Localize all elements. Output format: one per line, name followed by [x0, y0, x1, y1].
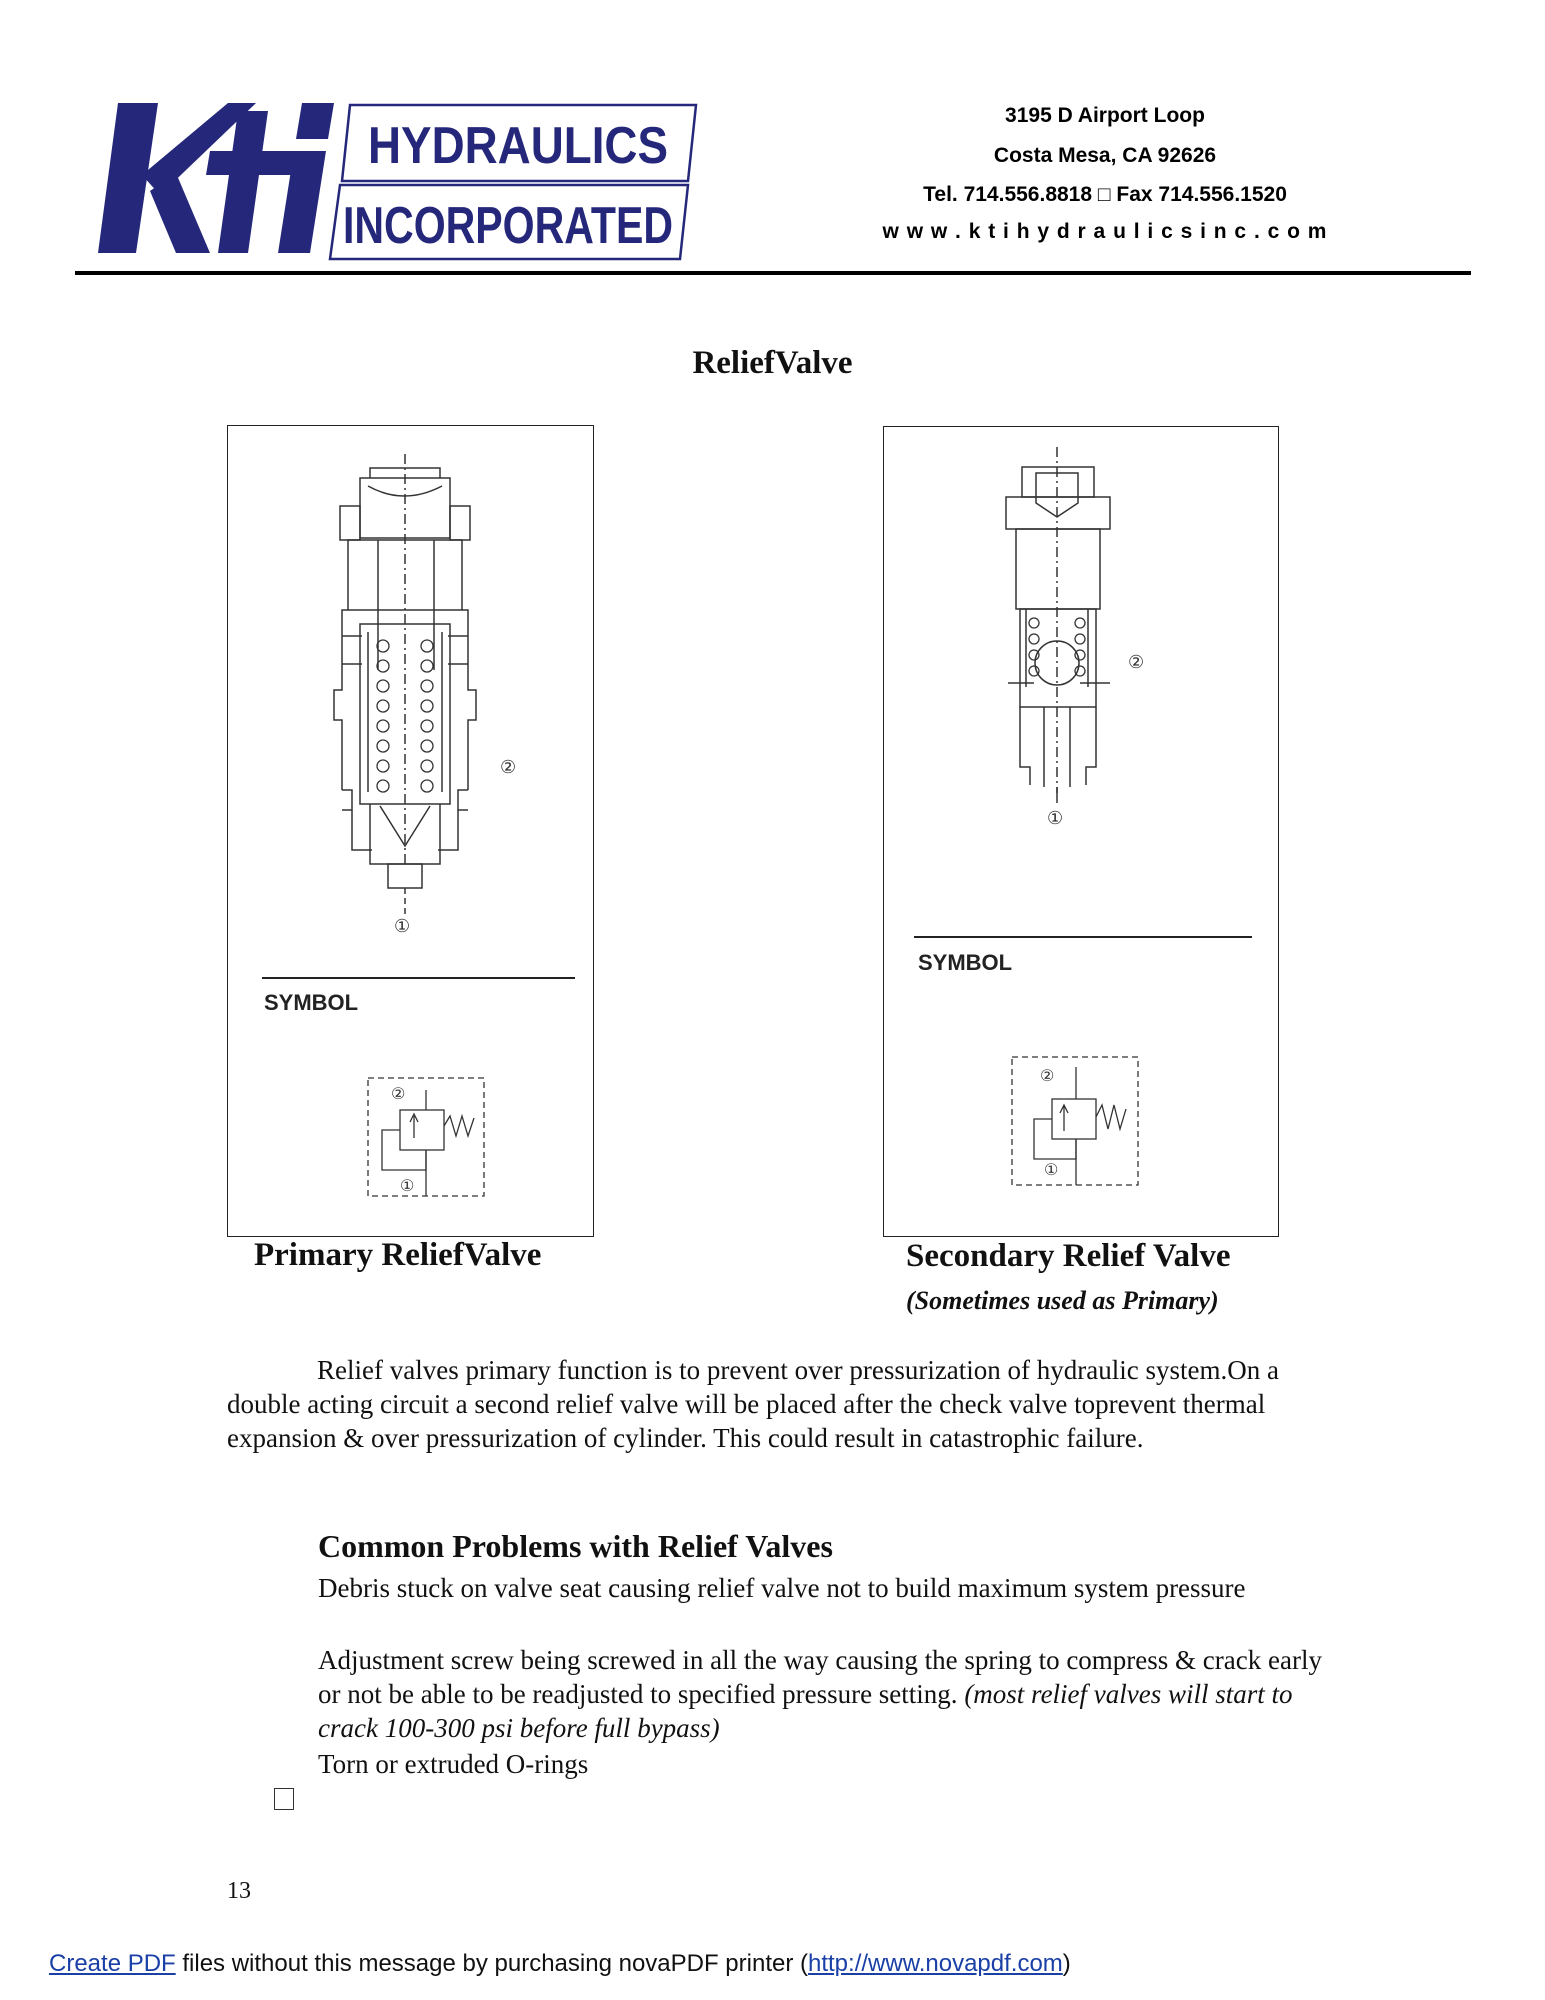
- problem-item-note: (most relief valves will start to crack 100-300 psi before full bypass): [318, 1679, 1293, 1743]
- footer-note: [49, 1950, 1071, 1978]
- header-rule: [75, 271, 1471, 275]
- address-city: Costa Mesa, CA 92626: [993, 144, 1217, 167]
- secondary-valve-drawing: [884, 427, 1278, 1236]
- logo-line2: INCORPORATED: [343, 197, 673, 255]
- primary-symbol-label: SYMBOL: [264, 990, 359, 1015]
- address-phone-fax: Tel. 714.556.8818 □ Fax 714.556.1520: [923, 183, 1287, 206]
- primary-symbol-port-2: ②: [391, 1086, 406, 1103]
- create-pdf-link[interactable]: Create PDF: [49, 1950, 176, 1977]
- secondary-symbol-port-1: ①: [1044, 1162, 1059, 1179]
- secondary-symbol-port-2: ②: [1040, 1068, 1055, 1085]
- problems-heading: Common Problems with Relief Valves: [318, 1528, 833, 1564]
- intro-paragraph-text: Relief valves primary function is to prevent over pressurization of hydraulic system.On a double acting circuit a second relief valve will be placed after the check valve toprevent thermal expansion & over pressurization of cylinder. This could result in catastrophic failure.: [227, 1355, 1279, 1453]
- address-street: 3195 D Airport Loop: [1005, 104, 1205, 127]
- secondary-valve-subcaption: (Sometimes used as Primary): [906, 1286, 1219, 1315]
- placeholder-box-glyph: [274, 1788, 294, 1810]
- footer-close: ): [1062, 1950, 1071, 1977]
- address-website: w w w . k t i h y d r a u l i c s i n c . c o m: [882, 220, 1328, 243]
- problem-item: Debris stuck on valve seat causing relief valve not to build maximum system pressure: [318, 1573, 1246, 1603]
- secondary-port-1: ①: [1047, 808, 1064, 828]
- primary-port-2: ②: [500, 757, 517, 777]
- primary-symbol-port-1: ①: [400, 1178, 415, 1195]
- primary-valve-drawing: [228, 426, 593, 1236]
- primary-port-1: ①: [394, 916, 411, 936]
- problem-item: [318, 1643, 1328, 1745]
- secondary-symbol-label: SYMBOL: [918, 950, 1013, 975]
- primary-valve-caption: Primary ReliefValve: [254, 1237, 542, 1273]
- kti-logo: [98, 103, 708, 261]
- logo-line1: HYDRAULICS: [368, 117, 668, 175]
- secondary-port-2: ②: [1128, 652, 1145, 672]
- secondary-valve-figure: [883, 426, 1279, 1237]
- problem-item-text: Adjustment screw being screwed in all the way causing the spring to compress & crack early or not be able to be readjusted to specified pressure setting.: [318, 1645, 1322, 1709]
- page-title: ReliefValve: [692, 345, 853, 381]
- secondary-valve-caption: Secondary Relief Valve: [906, 1238, 1231, 1274]
- problem-item: Torn or extruded O-rings: [318, 1749, 589, 1779]
- footer-text: files without this message by purchasing novaPDF printer (: [175, 1950, 808, 1977]
- novapdf-link[interactable]: http://www.novapdf.com: [808, 1950, 1063, 1977]
- primary-valve-figure: [227, 425, 594, 1237]
- page-number: 13: [227, 1878, 251, 1904]
- intro-paragraph: [227, 1353, 1327, 1455]
